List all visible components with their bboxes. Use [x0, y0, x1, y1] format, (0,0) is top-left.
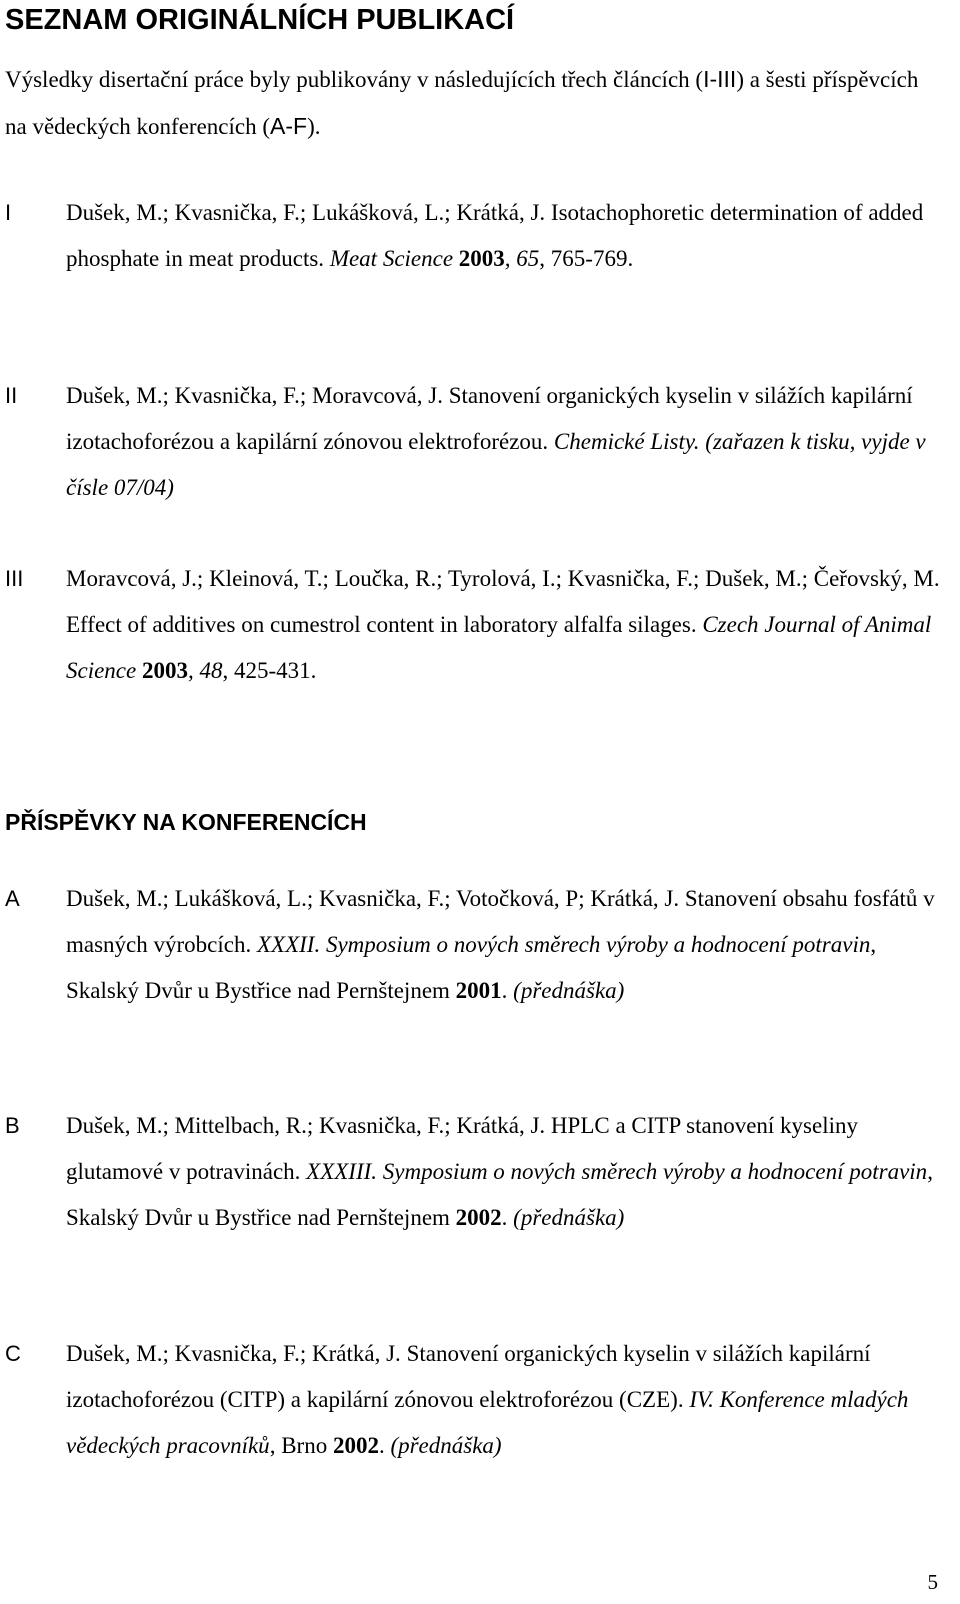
conference-authors: Dušek, M.; Kvasnička, F.; Krátká, J.	[66, 1341, 401, 1366]
conference-title: Stanovení organických kyselin v silážích kapilární izotachoforézou (CITP) a kapilární zónovou elektroforézou (CZE).	[66, 1341, 871, 1412]
conference-place: , Brno	[269, 1433, 333, 1458]
intro-paragraph	[5, 56, 945, 150]
conference-event: XXXIII. Symposium o nových směrech výroby a hodnocení potravin	[306, 1159, 928, 1184]
intro-conference-range: A-F	[270, 113, 308, 139]
publication-authors: Dušek, M.; Kvasnička, F.; Moravcová, J.	[66, 383, 443, 408]
conference-label: B	[5, 1113, 20, 1138]
conference-citation	[66, 876, 946, 1014]
publication-title: Isotachophoretic determination of added phosphate in meat products.	[66, 200, 924, 271]
conference-place: , Skalský Dvůr u Bystřice nad Pernštejnem	[66, 1159, 933, 1230]
conference-citation	[66, 1103, 946, 1241]
conference-title: HPLC a CITP stanovení kyseliny glutamové v potravinách.	[66, 1113, 858, 1184]
conference-event: XXXII. Symposium o nových směrech výroby a hodnocení potravin	[256, 932, 871, 957]
publication-year: 2003	[453, 246, 505, 271]
publication-label: II	[5, 383, 18, 408]
conference-type: (přednáška)	[513, 978, 625, 1003]
page-number: 5	[927, 1570, 938, 1594]
publication-authors: Dušek, M.; Kvasnička, F.; Lukášková, L.; Krátká, J.	[66, 200, 546, 225]
conference-year: 2002	[332, 1433, 379, 1458]
publication-pages: , 425-431.	[222, 658, 317, 683]
publication-label: I	[5, 200, 12, 225]
conference-dot: .	[501, 978, 508, 1003]
publication-label: III	[5, 566, 24, 591]
conference-citation	[66, 1331, 946, 1469]
publication-pages: , 765-769.	[539, 246, 634, 271]
conference-year: 2001	[455, 978, 502, 1003]
conference-section-heading: PŘÍSPĚVKY NA KONFERENCÍCH	[5, 809, 367, 835]
conference-dot: .	[501, 1205, 508, 1230]
publication-journal: Czech Journal of Animal Science	[66, 612, 932, 683]
intro-text-2: ) a šesti příspěvcích na vědeckých konferencích (	[5, 67, 919, 139]
conference-label: A	[5, 886, 20, 911]
publication-journal: Meat Science	[329, 246, 454, 271]
conference-label: C	[5, 1341, 21, 1366]
intro-text-3: ).	[307, 114, 321, 139]
conference-type: (přednáška)	[513, 1205, 625, 1230]
publication-volume: , 48	[187, 658, 223, 683]
conference-year: 2002	[455, 1205, 502, 1230]
publication-citation	[66, 190, 946, 282]
publication-title: Stanovení organických kyselin v silážích kapilární izotachoforézou a kapilární zónovou elektroforézou.	[66, 383, 913, 454]
conference-dot: .	[378, 1433, 391, 1458]
publication-journal: Chemické Listy. (zařazen k tisku, vyjde v čísle 07/04)	[66, 429, 926, 500]
conference-type: (přednáška)	[390, 1433, 502, 1458]
conference-title: Stanovení obsahu fosfátů v masných výrobcích.	[66, 886, 935, 957]
conference-event: IV. Konference mladých vědeckých pracovníků	[66, 1387, 909, 1458]
intro-article-range: I-III	[703, 66, 737, 92]
publication-title: Effect of additives on cumestrol content in laboratory alfalfa silages.	[66, 612, 703, 637]
intro-text-1: Výsledky disertační práce byly publikovány v následujících třech článcích (	[5, 67, 704, 92]
page-title: SEZNAM ORIGINÁLNÍCH PUBLIKACÍ	[5, 4, 515, 36]
publication-citation	[66, 373, 946, 511]
conference-authors: Dušek, M.; Mittelbach, R.; Kvasnička, F.; Krátká, J.	[66, 1113, 546, 1138]
publication-volume: , 65	[504, 246, 540, 271]
conference-place: , Skalský Dvůr u Bystřice nad Pernštejnem	[66, 932, 877, 1003]
conference-authors: Dušek, M.; Lukášková, L.; Kvasnička, F.; Votočková, P; Krátká, J.	[66, 886, 680, 911]
publication-authors: Moravcová, J.; Kleinová, T.; Loučka, R.; Tyrolová, I.; Kvasnička, F.; Dušek, M.; Čeřovský, M.	[66, 566, 940, 591]
publication-citation	[66, 556, 946, 694]
publication-year: 2003	[136, 658, 188, 683]
